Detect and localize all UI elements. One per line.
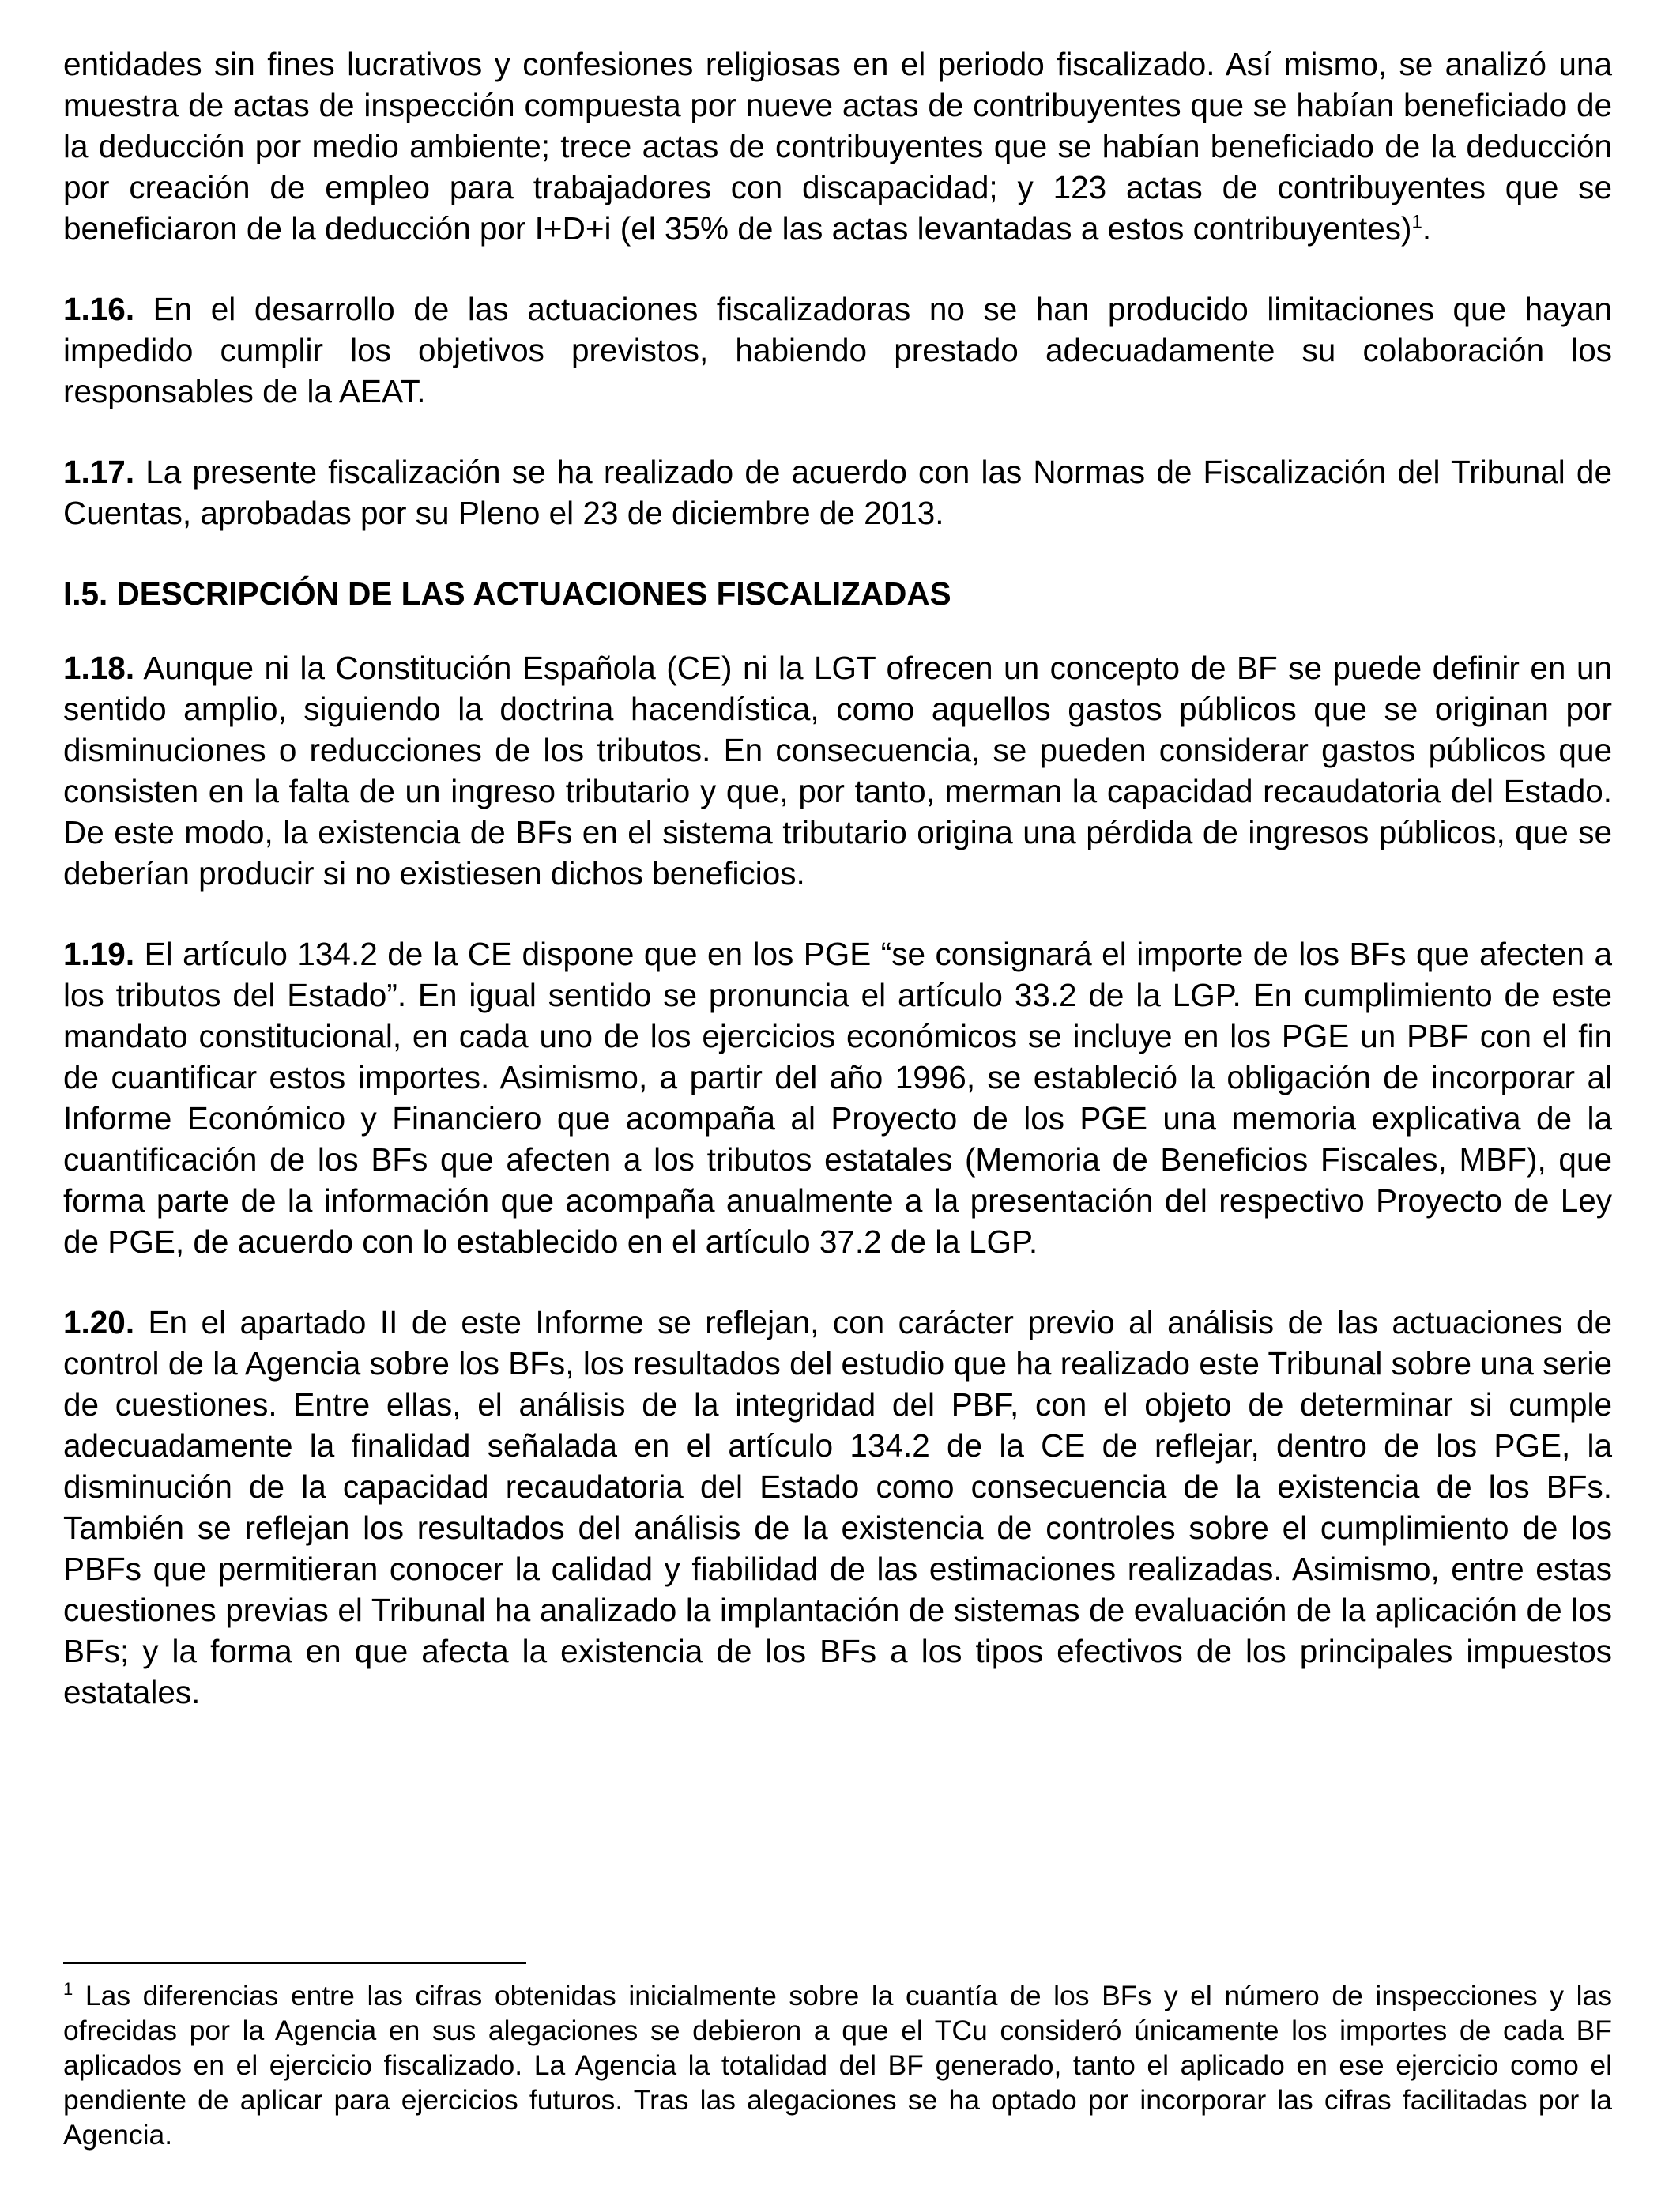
paragraph-intro [63,43,1612,249]
paragraph-number: 1.20. [63,1304,135,1340]
footnote-separator [63,1962,526,1964]
paragraph-1-20 [63,1302,1612,1713]
section-heading: I.5. DESCRIPCIÓN DE LAS ACTUACIONES FISCALIZADAS [63,575,951,612]
footnote-reference[interactable]: 1 [1411,211,1422,233]
paragraph-text: Aunque ni la Constitución Española (CE) ni la LGT ofrecen un concepto de BF se puede definir en un sentido amplio, siguiendo la doctrina hacendística, como aquellos gastos públicos que se originan por disminuciones o reducciones de los tributos. En consecuencia, se pueden considerar gastos públicos que consisten en la falta de un ingreso tributario y que, por tanto, merman la capacidad recaudatoria del Estado. De este modo, la existencia de BFs en el sistema tributario origina una pérdida de ingresos públicos, que se deberían producir si no existiesen dichos beneficios. [63,650,1612,892]
paragraph-number: 1.17. [63,454,135,490]
paragraph-text: La presente fiscalización se ha realizado de acuerdo con las Normas de Fiscalización del Tribunal de Cuentas, aprobadas por su Pleno el 23 de diciembre de 2013. [63,454,1612,531]
paragraph-intro-text: entidades sin fines lucrativos y confesiones religiosas en el periodo fiscalizado. Así mismo, se analizó una muestra de actas de inspección compuesta por nueve actas de contribuyentes que se habían beneficiado de la deducción por medio ambiente; trece actas de contribuyentes que se habían beneficiado de la deducción por creación de empleo para trabajadores con discapacidad; y 123 actas de contribuyentes que se beneficiaron de la deducción por I+D+i (el 35% de las actas levantadas a estos contribuyentes) [63,46,1612,247]
paragraph-number: 1.19. [63,936,135,972]
paragraph-text: El artículo 134.2 de la CE dispone que en los PGE “se consignará el importe de los BFs que afecten a los tributos del Estado”. En igual sentido se pronuncia el artículo 33.2 de la LGP. En cumplimiento de este mandato constitucional, en cada uno de los ejercicios económicos se incluye en los PGE un PBF con el fin de cuantificar estos importes. Asimismo, a partir del año 1996, se estableció la obligación de incorporar al Informe Económico y Financiero que acompaña al Proyecto de los PGE una memoria explicativa de la cuantificación de los BFs que afecten a los tributos estatales (Memoria de Beneficios Fiscales, MBF), que forma parte de la información que acompaña anualmente a la presentación del respectivo Proyecto de Ley de PGE, de acuerdo con lo establecido en el artículo 37.2 de la LGP. [63,936,1612,1260]
paragraph-intro-tail: . [1422,210,1432,247]
paragraph-1-18 [63,647,1612,894]
paragraph-1-17 [63,451,1612,533]
paragraph-number: 1.16. [63,291,135,327]
footnote-text: Las diferencias entre las cifras obtenidas inicialmente sobre la cuantía de los BFs y el número de inspecciones y las ofrecidas por la Agencia en sus alegaciones se debieron a que el TCu consideró únicamente los importes de cada BF aplicados en el ejercicio fiscalizado. La Agencia la totalidad del BF generado, tanto el aplicado en ese ejercicio como el pendiente de aplicar para ejercicios futuros. Tras las alegaciones se ha optado por incorporar las cifras facilitadas por la Agencia. [63,1980,1612,2151]
paragraph-number: 1.18. [63,650,135,686]
paragraph-1-16 [63,288,1612,412]
paragraph-text: En el apartado II de este Informe se reflejan, con carácter previo al análisis de las actuaciones de control de la Agencia sobre los BFs, los resultados del estudio que ha realizado este Tribunal sobre una serie de cuestiones. Entre ellas, el análisis de la integridad del PBF, con el objeto de determinar si cumple adecuadamente la finalidad señalada en el artículo 134.2 de la CE de reflejar, dentro de los PGE, la disminución de la capacidad recaudatoria del Estado como consecuencia de la existencia de los BFs. También se reflejan los resultados del análisis de la existencia de controles sobre el cumplimiento de los PBFs que permitieran conocer la calidad y fiabilidad de las estimaciones realizadas. Asimismo, entre estas cuestiones previas el Tribunal ha analizado la implantación de sistemas de evaluación de la aplicación de los BFs; y la forma en que afecta la existencia de los BFs a los tipos efectivos de los principales impuestos estatales. [63,1304,1612,1710]
paragraph-1-19 [63,933,1612,1262]
paragraph-text: En el desarrollo de las actuaciones fiscalizadoras no se han producido limitaciones que hayan impedido cumplir los objetivos previstos, habiendo prestado adecuadamente su colaboración los responsables de la AEAT. [63,291,1612,409]
footnote [63,1978,1612,2152]
footnote-marker: 1 [63,1979,73,2000]
document-body [63,43,1612,1752]
